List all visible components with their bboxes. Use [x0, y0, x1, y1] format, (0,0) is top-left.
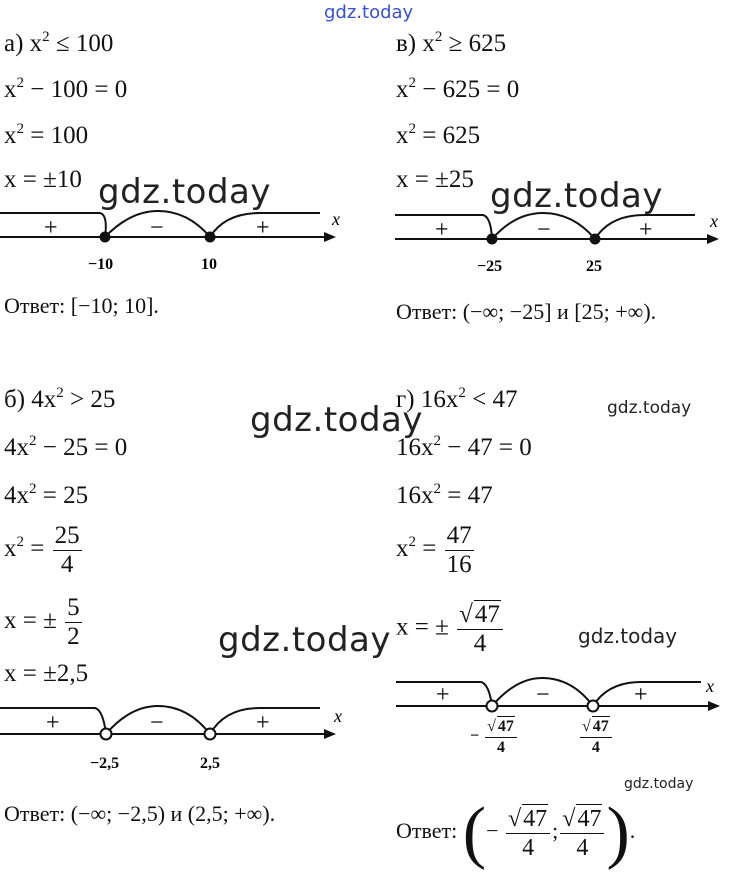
b-line-last: x = ±2,5	[4, 660, 89, 687]
v-sign-2: −	[537, 217, 551, 243]
g-point-label-2: $\frac{√ 47}{4}$	[578, 716, 614, 758]
watermark-b: gdz.today	[250, 400, 423, 440]
b-point-label-1: −2,5	[90, 755, 120, 772]
b-frac-line: $x^2$ = $\frac{25}{4}$	[4, 522, 80, 578]
a-point-label-2: 10	[201, 256, 217, 273]
watermark-g-3: gdz.today	[624, 776, 694, 792]
g-line-2: $16x^2 - 47 = 0$	[396, 433, 532, 461]
b-point-neg	[101, 729, 112, 740]
a-point-neg	[100, 232, 111, 243]
b-axis-label: x	[334, 706, 342, 726]
g-frac-den: 16	[446, 551, 472, 578]
v-line-1: в) $x^2 \ge 625$	[396, 29, 507, 57]
g-root-den: 4	[473, 630, 487, 657]
b-sign-1: +	[46, 710, 60, 736]
a-point-label-1: −10	[88, 256, 114, 273]
g-sign-1: +	[436, 682, 450, 708]
a-point-pos	[205, 232, 216, 243]
b-point-pos	[205, 729, 216, 740]
g-frac-line: $x^2$ = $\frac{47}{16}$	[396, 522, 472, 578]
v-line-2: $x^2 - 625 = 0$	[396, 75, 520, 103]
g-root-rad: 47	[474, 601, 500, 628]
g-answer: Ответ: (− $\frac{√47}{4}$ ; $\frac{√47}{4}$ ).	[396, 793, 636, 871]
watermark-center: gdz.today	[218, 620, 391, 660]
a-answer: Ответ: [−10; 10].	[4, 293, 159, 318]
a-sign-3: +	[256, 215, 270, 241]
b-frac-den: 4	[60, 551, 74, 578]
g-line-1: г) $16x^2 < 47$	[396, 385, 518, 413]
g-axis-label: x	[706, 676, 714, 696]
g-sign-2: −	[536, 682, 550, 708]
v-sign-3: +	[639, 217, 653, 243]
g-number-line	[396, 672, 732, 712]
watermark-a: gdz.today	[98, 172, 271, 212]
v-sign-1: +	[435, 217, 449, 243]
b-answer: Ответ: (−∞; −2,5) и (2,5; +∞).	[4, 801, 276, 826]
b-frac-num: 25	[54, 522, 80, 549]
a-number-line	[0, 205, 360, 275]
b-number-line	[0, 698, 360, 774]
v-number-line	[395, 207, 732, 277]
g-sign-3: +	[634, 682, 648, 708]
b-pm-num: 5	[67, 594, 80, 621]
a-line-4: x = ±10	[4, 166, 82, 193]
g-line-3: $16x^2 = 47$	[396, 481, 493, 509]
v-point-label-2: 25	[586, 258, 602, 275]
g-point-label-1: − $\frac{√ 47}{4}$	[470, 716, 519, 758]
v-point-neg	[487, 234, 498, 245]
b-pm-line: x = ± $\frac{5}{2}$	[4, 594, 80, 650]
v-answer: Ответ: (−∞; −25] и [25; +∞).	[396, 299, 657, 324]
b-line-2: $4x^2 - 25 = 0$	[4, 433, 128, 461]
a-sign-1: +	[44, 215, 58, 241]
watermark-top: gdz.today	[324, 2, 414, 23]
a-line-3: $x^2 = 100$	[4, 121, 89, 149]
v-line-3: $x^2 = 625$	[396, 121, 481, 149]
a-sign-2: −	[150, 215, 164, 241]
b-sign-2: −	[150, 710, 164, 736]
v-axis-label: x	[710, 211, 718, 231]
a-line-1: а) $x^2 \le 100$	[4, 29, 114, 57]
g-frac-num: 47	[446, 522, 472, 549]
b-sign-3: +	[256, 710, 270, 736]
a-axis-label: x	[332, 209, 340, 229]
watermark-g-1: gdz.today	[607, 398, 692, 418]
a-line-2: $x^2 - 100 = 0$	[4, 75, 128, 103]
g-root-line: x = ± $\frac{√47}{4}$	[396, 600, 505, 658]
g-point-neg	[487, 701, 498, 712]
v-point-pos	[590, 234, 601, 245]
v-point-label-1: −25	[477, 258, 503, 275]
g-point-pos	[588, 701, 599, 712]
b-pm-den: 2	[67, 623, 80, 650]
b-line-3: $4x^2 = 25$	[4, 481, 89, 509]
watermark-v: gdz.today	[490, 176, 663, 216]
b-line-1: б) $4x^2 > 25$	[4, 385, 116, 413]
b-point-label-2: 2,5	[200, 755, 220, 772]
v-line-4: x = ±25	[396, 166, 474, 193]
watermark-g-2: gdz.today	[578, 624, 678, 648]
